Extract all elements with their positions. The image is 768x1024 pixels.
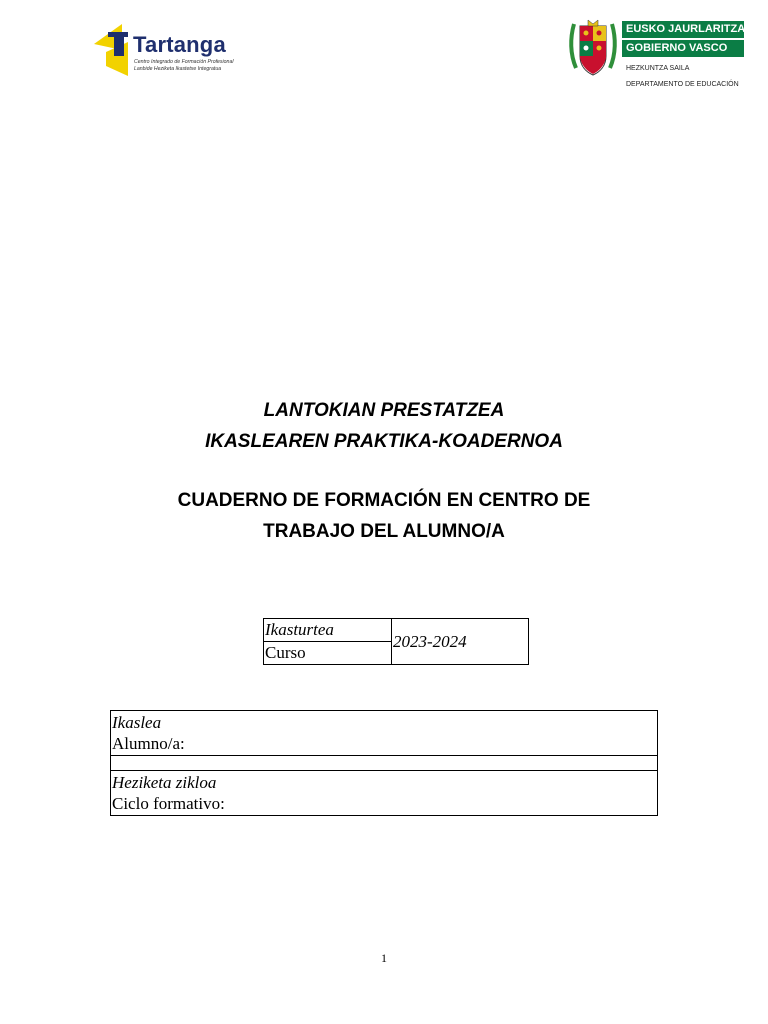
- title-spanish-line-1: CUADERNO DE FORMACIÓN EN CENTRO DE: [177, 490, 591, 511]
- course-year-value: 2023-2024: [393, 632, 467, 651]
- student-info-table: [110, 710, 658, 816]
- student-label-spanish: Alumno/a:: [112, 734, 185, 753]
- course-year-table: [263, 618, 529, 665]
- page-number: 1: [381, 951, 387, 965]
- student-name-field[interactable]: [111, 711, 657, 756]
- training-cycle-field[interactable]: [111, 771, 657, 815]
- tartanga-name: Tartanga: [133, 32, 226, 57]
- course-label-spanish: Curso: [265, 643, 306, 662]
- table-spacer-row: [111, 756, 657, 771]
- course-label-basque: Ikasturtea: [264, 619, 392, 642]
- title-basque-line-1: LANTOKIAN PRESTATZEA: [263, 400, 505, 421]
- cycle-label-basque: Heziketa zikloa: [112, 773, 217, 792]
- gv-band-basque: EUSKO JAURLARITZA: [622, 21, 744, 38]
- tartanga-subtitle-1: Centro Integrado de Formación Profesional: [134, 59, 234, 65]
- gv-department-spanish: DEPARTAMENTO DE EDUCACIÓN: [626, 81, 739, 88]
- gobierno-vasco-logo: [566, 18, 746, 98]
- cycle-label-spanish: Ciclo formativo:: [112, 794, 225, 813]
- tartanga-mark-icon: [92, 20, 136, 78]
- gv-department-basque: HEZKUNTZA SAILA: [626, 65, 690, 72]
- title-basque-line-2: IKASLEAREN PRAKTIKA-KOADERNOA: [205, 431, 563, 452]
- tartanga-subtitle-2: Lanbide Heziketa Ikastetxe Integratua: [134, 66, 222, 72]
- student-label-basque: Ikaslea: [112, 713, 162, 732]
- tartanga-logo: [92, 20, 242, 78]
- title-spanish-line-2: TRABAJO DEL ALUMNO/A: [263, 521, 505, 542]
- gv-band-spanish: GOBIERNO VASCO: [622, 40, 744, 57]
- course-label-column: [264, 619, 392, 664]
- basque-coat-of-arms-icon: [566, 18, 620, 80]
